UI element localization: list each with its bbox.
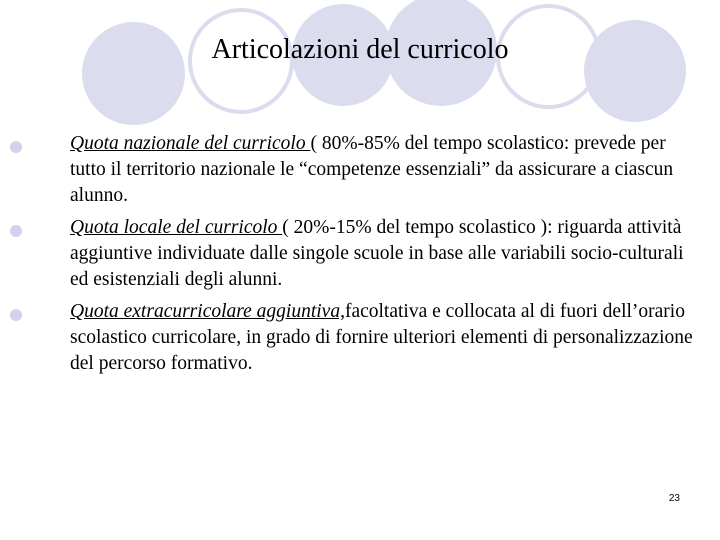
bullet-body: ( 20%-15% del tempo scolastico ): riguarda attività aggiuntive individuate dalle singole scuole in base alle variabili socio-culturali ed esistenziali degli alunni. <box>70 217 684 290</box>
bullet-lead: Quota extracurricolare aggiuntiva, <box>70 301 345 322</box>
bullet-dot-icon <box>10 309 22 321</box>
page-number: 23 <box>668 493 680 504</box>
slide-title: Articolazioni del curricolo <box>211 34 509 65</box>
bullet-lead: Quota locale del curricolo <box>70 217 283 238</box>
bullet-text <box>70 131 700 209</box>
bullet-dot-icon <box>10 225 22 237</box>
bullet-item-1 <box>70 131 700 209</box>
bullet-dot-icon <box>10 141 22 153</box>
bullet-text <box>70 299 700 377</box>
bullet-text <box>70 215 700 293</box>
bullet-body: facoltativa e collocata al di fuori dell’orario scolastico curricolare, in grado di fornire ulteriori elementi di personalizzazione del percorso formativo. <box>70 301 693 374</box>
bullet-item-3 <box>70 299 700 377</box>
bullet-body: ( 80%-85% del tempo scolastico: prevede per tutto il territorio nazionale le “competenze essenziali” da assicurare a ciascun alunno. <box>70 133 674 206</box>
bullet-item-2 <box>70 215 700 293</box>
bullet-lead: Quota nazionale del curricolo <box>70 133 311 154</box>
